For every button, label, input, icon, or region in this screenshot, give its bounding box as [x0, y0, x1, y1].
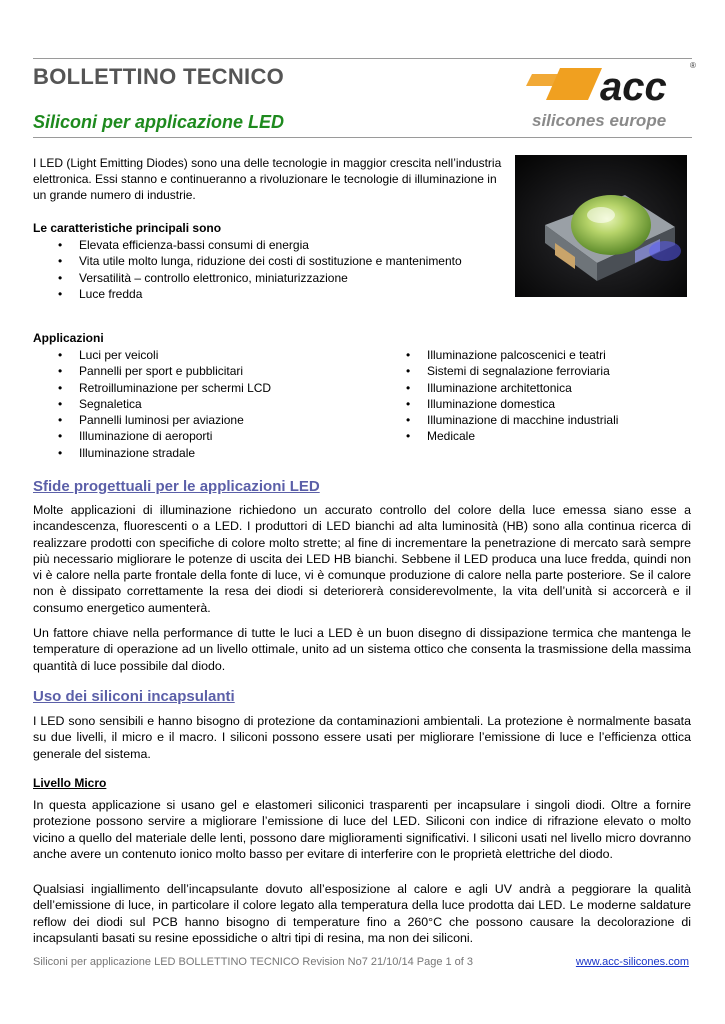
list-item: • Pannelli luminosi per aviazione	[33, 412, 363, 428]
features-heading: Le caratteristiche principali sono	[33, 221, 222, 235]
sfide-paragraph-2: Un fattore chiave nella performance di tutte le luci a LED è un buon disegno di dissipazione termica che mantenga le temperature di operazione ad un livello ottimale, unito ad un sistema ottico che consenta la trasmissione della massima quantità di luce possibile dal diodo.	[33, 626, 691, 673]
siliconi-paragraph-1: I LED sono sensibili e hanno bisogno di protezione da contaminazioni ambientali. La protezione è normalmente basata su due livelli, il micro e il macro. I siliconi possono essere usati per migliorare l’emissione di luce e l’efficienza ottica generale del sistema.	[33, 714, 691, 761]
footer-website-link[interactable]: www.acc-silicones.com	[575, 956, 689, 968]
list-item: • Vita utile molto lunga, riduzione dei costi di sostituzione e mantenimento	[33, 253, 503, 270]
features-block	[33, 220, 503, 303]
list-item: • Elevata efficienza-bassi consumi di energia	[33, 237, 503, 254]
livello-micro-heading: Livello Micro	[33, 776, 107, 790]
list-item: • Illuminazione palcoscenici e teatri	[381, 347, 701, 363]
features-list	[33, 237, 503, 303]
section-heading-siliconi: Uso dei siliconi incapsulanti	[33, 688, 235, 705]
list-item: • Luce fredda	[33, 286, 503, 303]
section-heading-sfide: Sfide progettuali per le applicazioni LED	[33, 478, 320, 495]
list-item: • Segnaletica	[33, 396, 363, 412]
led-photo	[515, 155, 687, 297]
logo-registered-mark: ®	[690, 61, 696, 70]
list-item: • Illuminazione domestica	[381, 396, 701, 412]
list-item: • Pannelli per sport e pubblicitari	[33, 363, 363, 379]
livello-micro-paragraph-2: Qualsiasi ingiallimento dell’incapsulante dovuto all’esposizione al calore e agli UV andrà a peggiorare la qualità dell’emissione di luce, in particolare il colore legato alla temperatura della luce prodotta dai LED. Le moderne saldature reflow dei diodi sul PCB hanno bisogno di temperature fino a 260°C che possono causare la decolorazione di incapsulanti basati su resine epossidiche o altri tipi di resina, ma non dei siliconi.	[33, 882, 691, 945]
list-item: • Medicale	[381, 428, 701, 444]
logo-wordmark: acc	[600, 65, 667, 109]
list-item: • Illuminazione stradale	[33, 445, 363, 461]
list-item: • Sistemi di segnalazione ferroviaria	[381, 363, 701, 379]
applications-list-left	[33, 347, 363, 461]
logo-tagline: silicones europe	[532, 111, 667, 130]
list-item: • Illuminazione architettonica	[381, 380, 701, 396]
acc-silicones-logo	[530, 60, 695, 134]
document-title: BOLLETTINO TECNICO	[33, 64, 285, 89]
header-rule	[33, 58, 692, 59]
sfide-paragraph-1: Molte applicazioni di illuminazione richiedono un accurato controllo del colore della luce emessa siano esse a incandescenza, fluorescenti o a LED. I produttori di LED bianchi ad alta luminosità (HB) sono alla continua ricerca di realizzare prodotti con specifiche di colore molto strette; al fine di incrementare la penetrazione di mercato sarà sempre più necessario migliorare le potenze di uscita dei LED HB bianchi. Sebbene il LED produca una luce fredda, quindi non vi è calore nella parte frontale della fonte di luce, vi è comunque produzione di calore nella parte posteriore. Se il calore non è dissipato correttamente la resa dei diodi si deteriorerà considerevolmente, la vita dell’unità si accorcerà e il consumo energetico aumenterà.	[33, 503, 691, 615]
subtitle-rule	[33, 137, 692, 138]
livello-micro-paragraph-1: In questa applicazione si usano gel e elastomeri siliconici trasparenti per incapsulare i singoli diodi. Oltre a fornire protezione possono servire a migliorare l’emissione di luce del LED. Siliconi con indice di rifrazione elevato o molto vicino a quello del materiale delle lenti, possono dare miglioramenti significativi. I siliconi usati nel livello micro dovranno anche avere un contenuto ionico molto basso per evitare di interferire con le proprietà elettriche del diodo.	[33, 798, 691, 861]
applications-list-right	[381, 347, 701, 445]
list-item: • Versatilità – controllo elettronico, miniaturizzazione	[33, 270, 503, 287]
list-item: • Illuminazione di macchine industriali	[381, 412, 701, 428]
intro-paragraph: I LED (Light Emitting Diodes) sono una delle tecnologie in maggior crescita nell’industria elettronica. Essi stanno e continueranno a rivoluzionare le tecnologie di illuminazione in un grande numero di industrie.	[33, 156, 502, 202]
applications-heading: Applicazioni	[33, 331, 104, 345]
list-item: • Retroilluminazione per schermi LCD	[33, 380, 363, 396]
list-item: • Illuminazione di aeroporti	[33, 428, 363, 444]
footer-text: Siliconi per applicazione LED BOLLETTINO TECNICO Revision No7 21/10/14 Page 1 of 3	[33, 956, 474, 968]
list-item: • Luci per veicoli	[33, 347, 363, 363]
document-subtitle: Siliconi per applicazione LED	[33, 112, 285, 132]
